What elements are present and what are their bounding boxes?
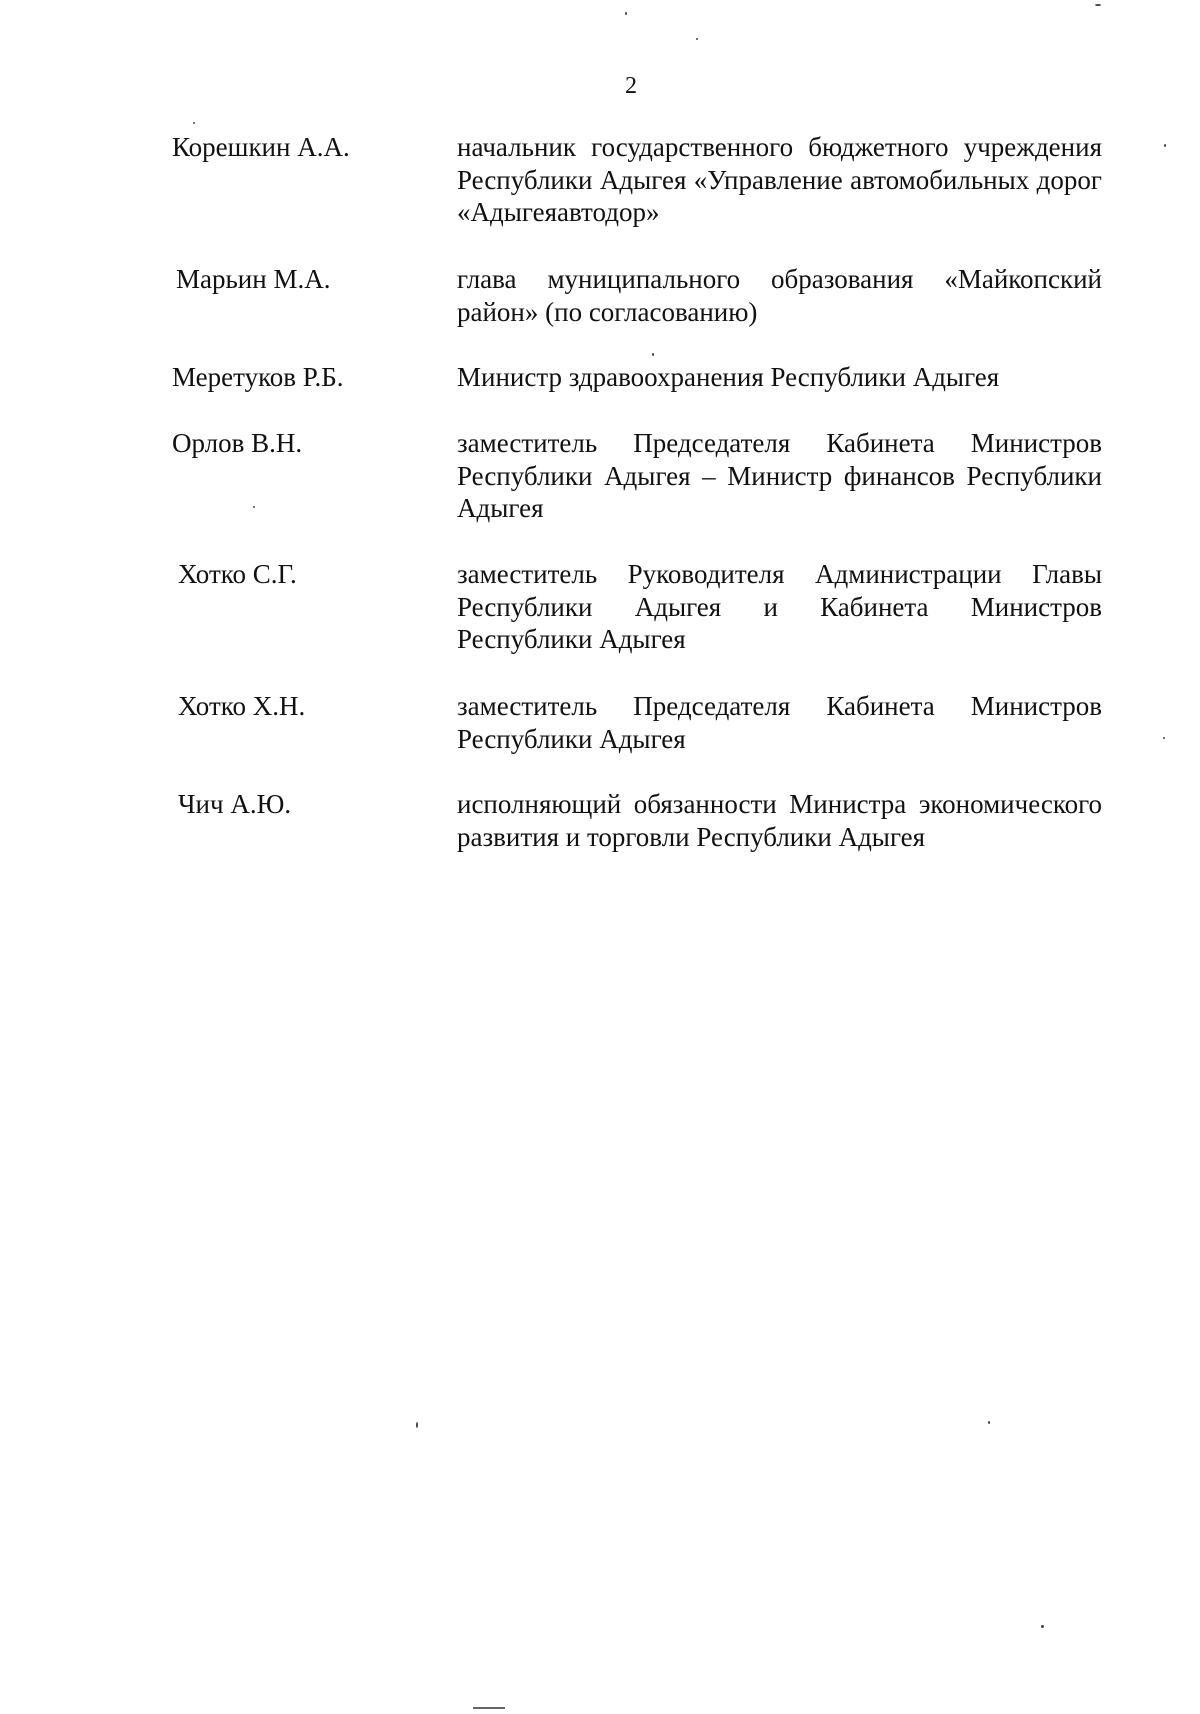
member-position: заместитель Руководителя Администрации Главы Республики Адыгея и Кабинета Министров Республики Адыгея — [457, 559, 1102, 654]
scan-speck — [1163, 737, 1165, 739]
member-name: Марьин М.А. — [176, 264, 331, 294]
member-position: заместитель Председателя Кабинета Министров Республики Адыгея — [457, 691, 1102, 754]
member-position: глава муниципального образования «Майкопский район» (по согласованию) — [457, 264, 1102, 327]
member-name: Корешкин А.А. — [172, 132, 350, 162]
scan-speck — [416, 1422, 418, 1428]
member-name: Меретуков Р.Б. — [172, 362, 344, 392]
member-position: Министр здравоохранения Республики Адыгея — [457, 362, 1000, 392]
member-name: Хотко С.Г. — [178, 559, 297, 589]
member-position: начальник государственного бюджетного учреждения Республики Адыгея «Управление автомобильных дорог «Адыгеяавтодор» — [457, 132, 1102, 227]
scan-speck — [652, 353, 654, 356]
member-position: исполняющий обязанности Министра экономического развития и торговли Республики Адыгея — [457, 789, 1102, 852]
scan-speck — [625, 12, 627, 15]
scan-speck — [1095, 4, 1101, 6]
page-number: 2 — [625, 73, 637, 99]
scan-speck — [988, 1421, 990, 1424]
member-name: Хотко Х.Н. — [178, 691, 306, 721]
member-position: заместитель Председателя Кабинета Министров Республики Адыгея – Министр финансов Республики Адыгея — [457, 428, 1102, 523]
scan-speck — [193, 122, 195, 124]
scan-speck — [1041, 1625, 1044, 1628]
member-name: Орлов В.Н. — [172, 428, 303, 458]
scan-speck — [253, 506, 255, 508]
member-name: Чич А.Ю. — [178, 789, 292, 819]
scan-speck — [696, 38, 698, 40]
scan-speck — [1164, 144, 1166, 147]
scan-mark — [473, 1707, 505, 1709]
